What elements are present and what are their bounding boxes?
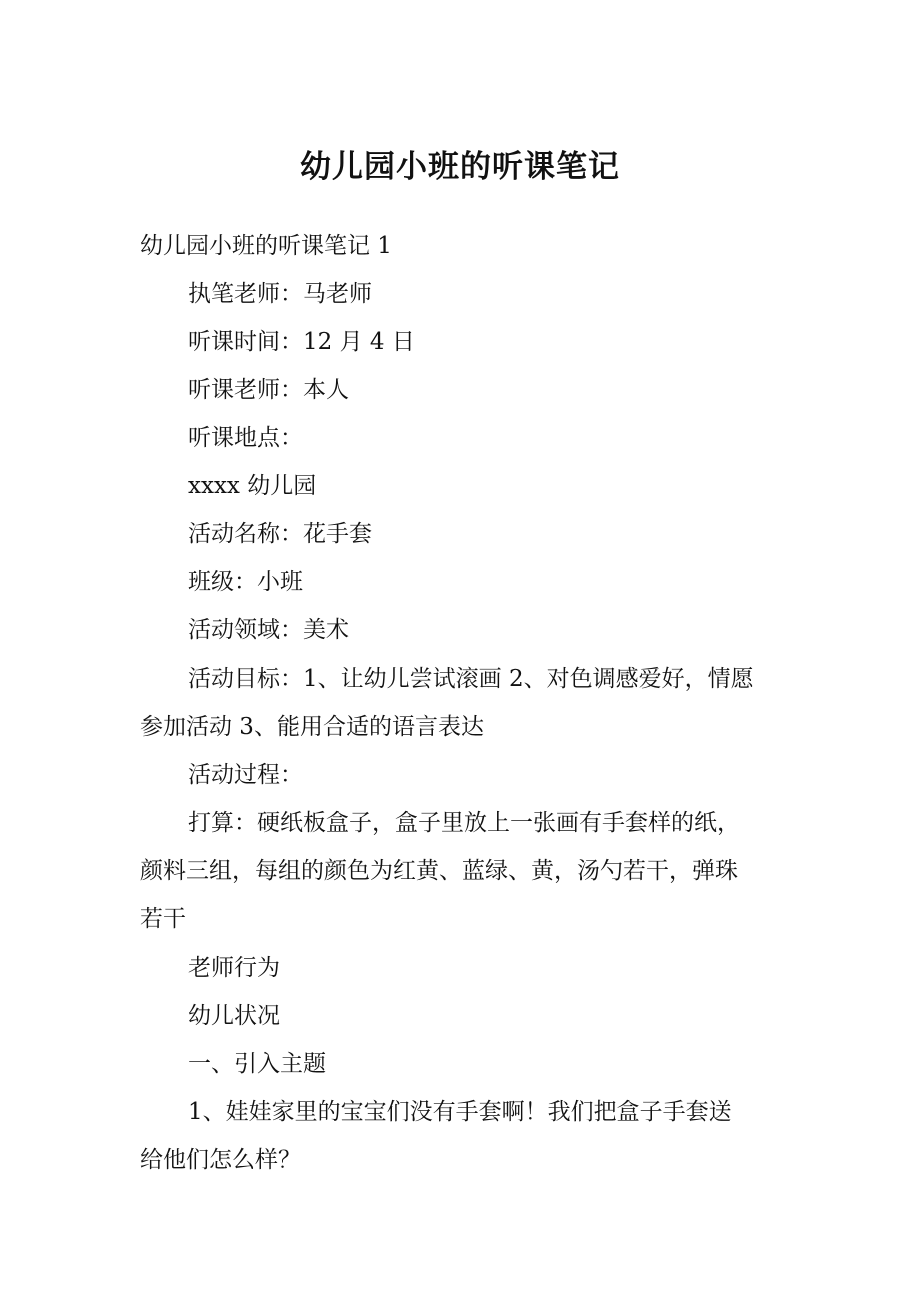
text-line: 一、引入主题 bbox=[188, 1051, 326, 1077]
text-line: 执笔老师：马老师 bbox=[188, 281, 372, 307]
document-title: 幼儿园小班的听课笔记 bbox=[300, 149, 620, 185]
text-line: 听课时间：12 月 4 日 bbox=[188, 329, 415, 355]
text-line: 给他们怎么样？ bbox=[140, 1147, 301, 1173]
section-heading: 幼儿园小班的听课笔记 1 bbox=[140, 233, 392, 259]
text-line: 若干 bbox=[140, 906, 186, 932]
text-line: 老师行为 bbox=[188, 955, 280, 981]
text-line: 活动目标：1、让幼儿尝试滚画 2、对色调感爱好，情愿 bbox=[188, 666, 754, 692]
text-line: 班级：小班 bbox=[188, 569, 303, 595]
text-line: 活动过程： bbox=[188, 762, 303, 788]
text-line: 活动名称：花手套 bbox=[188, 521, 372, 547]
text-line: 听课老师：本人 bbox=[188, 377, 349, 403]
text-line: 颜料三组，每组的颜色为红黄、蓝绿、黄，汤勺若干，弹珠 bbox=[140, 858, 738, 884]
text-line: 打算：硬纸板盒子，盒子里放上一张画有手套样的纸， bbox=[188, 810, 740, 836]
text-line: 1、娃娃家里的宝宝们没有手套啊！我们把盒子手套送 bbox=[188, 1099, 732, 1125]
text-line: 听课地点： bbox=[188, 425, 303, 451]
text-line: 活动领域：美术 bbox=[188, 617, 349, 643]
text-line: 参加活动 3、能用合适的语言表达 bbox=[140, 714, 484, 740]
text-line: xxxx 幼儿园 bbox=[188, 473, 317, 499]
text-line: 幼儿状况 bbox=[188, 1003, 280, 1029]
